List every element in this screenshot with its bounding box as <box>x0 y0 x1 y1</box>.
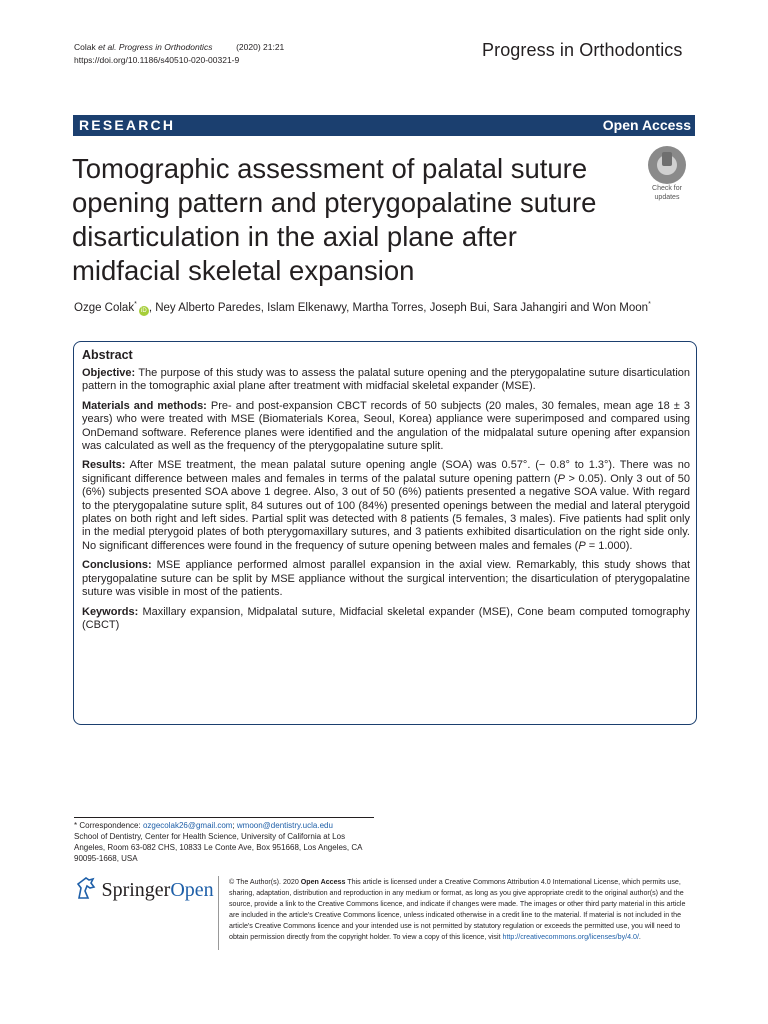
correspondence-prefix: * Correspondence: <box>74 821 143 830</box>
email-link-1[interactable]: ozgecolak26@gmail.com <box>142 821 233 830</box>
objective-label: Objective: <box>82 367 136 379</box>
abstract-objective <box>82 367 690 394</box>
badge-line-1: Check for <box>652 185 682 192</box>
conclusions-label: Conclusions: <box>82 559 152 572</box>
license-end: . <box>638 932 641 941</box>
results-label: Results: <box>82 459 126 472</box>
article-type-bar <box>73 115 695 136</box>
citation-author: Colak <box>74 42 96 52</box>
publisher-open: Open <box>170 879 214 901</box>
springer-open-logo <box>75 876 214 902</box>
abstract-box <box>73 341 697 725</box>
results-p-1: P <box>557 472 565 485</box>
springer-horse-icon <box>75 876 97 905</box>
badge-line-2: updates <box>654 194 680 201</box>
abstract-keywords <box>82 606 690 633</box>
coauthors: , Ney Alberto Paredes, Islam Elkenawy, Martha Torres, Joseph Bui, Sara Jahangiri and Won Moon <box>148 301 649 314</box>
license-url-link[interactable]: http://creativecommons.org/licenses/by/4.0/ <box>502 932 639 941</box>
orcid-icon[interactable]: iD <box>139 306 149 316</box>
results-p-2: P <box>578 539 586 552</box>
keywords-label: Keywords: <box>82 605 139 618</box>
license-open-access: Open Access <box>300 878 346 886</box>
email-link-2[interactable]: wmoon@dentistry.ucla.edu <box>236 821 333 830</box>
license-notice <box>229 877 695 942</box>
abstract-heading: Abstract <box>82 348 133 362</box>
citation-header <box>74 41 284 67</box>
abstract-results <box>82 459 690 553</box>
license-copyright: © The Author(s). 2020 <box>229 878 301 886</box>
abstract-methods <box>82 400 690 454</box>
keywords-text: Maxillary expansion, Midpalatal suture, Midfacial skeletal expander (MSE), Cone beam computed tomography (CBCT) <box>82 605 690 631</box>
license-text: This article is licensed under a Creative Commons Attribution 4.0 International License, which permits use, sharing, adaptation, distribution and reproduction in any medium or format, as long as you give appropriate credit to the original author(s) and the source, provide a link to the Creative Commons licence, and indicate if changes were made. The images or other third party material in this article are included in the article's Creative Commons licence, unless indicated otherwise in a credit line to the material. If material is not included in the article's Creative Commons licence and your intended use is not permitted by statutory regulation or exceeds the permitted use, you will need to obtain permission directly from the copyright holder. To view a copy of this licence, visit <box>229 878 686 941</box>
footer-divider <box>218 876 219 950</box>
methods-label: Materials and methods: <box>82 399 207 412</box>
author-list <box>74 301 651 316</box>
objective-text: The purpose of this study was to assess the palatal suture opening and the pterygopalatine suture disarticulation pattern in the tomographic axial plane after treatment with midfacial skeletal expander (MSE). <box>82 367 690 393</box>
citation-year-volume: (2020) 21:21 <box>236 42 285 52</box>
email-separator: ; <box>232 821 237 830</box>
abstract-conclusions <box>82 559 690 599</box>
correspondence-footnote <box>74 820 374 864</box>
conclusions-text: MSE appliance performed almost parallel expansion in the axial view. Remarkably, this study shows that pterygopalatine suture can be split by MSE appliance without the surgical intervention; the disarticulation of pterygopalatine suture was visible in most of the patients. <box>82 559 690 599</box>
methods-text: Pre- and post-expansion CBCT records of 50 subjects (20 males, 30 females, mean age 18 ± 3 years) who were treated with MSE (Biomaterials Korea, Seoul, Korea) appliance were superimposed and compared using OnDemand software. Reference planes were identified and the angulation of the midpalatal suture opening after expansion was calculated as well as the frequency of the pterygopalatine suture split. <box>82 399 691 453</box>
open-access-label: Open Access <box>602 117 691 133</box>
results-text-2: > 0.05). Only 3 out of 50 (6%) subjects presented SOA above 1 degree. Also, 3 out of 50 (6%) patients presented a negative SOA value. With regard to the pterygopalatine suture split, 84 sutures out of 100 (84%) presented openings between the medial and lateral pterygoid plates on both right and left sides. Partial split was detected with 8 patients (5 females, 3 males). Five patients had split only in the medial pterygoid plates of both pterygomaxillary sutures, and 3 patients exhibited disarticulation on the right side only. No significant differences were found in the frequency of suture opening between males and females ( <box>82 472 690 552</box>
citation-journal: et al. Progress in Orthodontics <box>98 42 213 52</box>
results-text-3: = 1.000). <box>585 539 633 552</box>
journal-name: Progress in Orthodontics <box>482 40 683 60</box>
footnote-rule <box>74 817 374 818</box>
results-text-1: After MSE treatment, the mean palatal suture opening angle (SOA) was 0.57°. (− 0.8° to 1.3°). There was no significant difference between males and females in terms of the palatal suture opening pattern ( <box>82 459 691 485</box>
check-for-updates-badge[interactable] <box>644 146 690 202</box>
correspondence-address: School of Dentistry, Center for Health Science, University of California at Los Angeles, Room 63-082 CHS, 10833 Le Conte Ave, Box 951668, Los Angeles, CA 90095-1668, USA <box>74 832 363 863</box>
corresponding-mark: * <box>134 301 137 308</box>
article-title: Tomographic assessment of palatal suture opening pattern and pterygopalatine suture disarticulation in the axial plane after midfacial skeletal expansion <box>72 153 597 286</box>
doi-link[interactable]: https://doi.org/10.1186/s40510-020-00321-9 <box>74 55 240 65</box>
publisher-name: Springer <box>101 879 171 901</box>
check-updates-icon <box>648 146 686 184</box>
corresponding-mark-2: * <box>648 301 651 308</box>
article-type-label: RESEARCH <box>79 117 176 133</box>
first-author: Ozge Colak <box>74 301 135 314</box>
